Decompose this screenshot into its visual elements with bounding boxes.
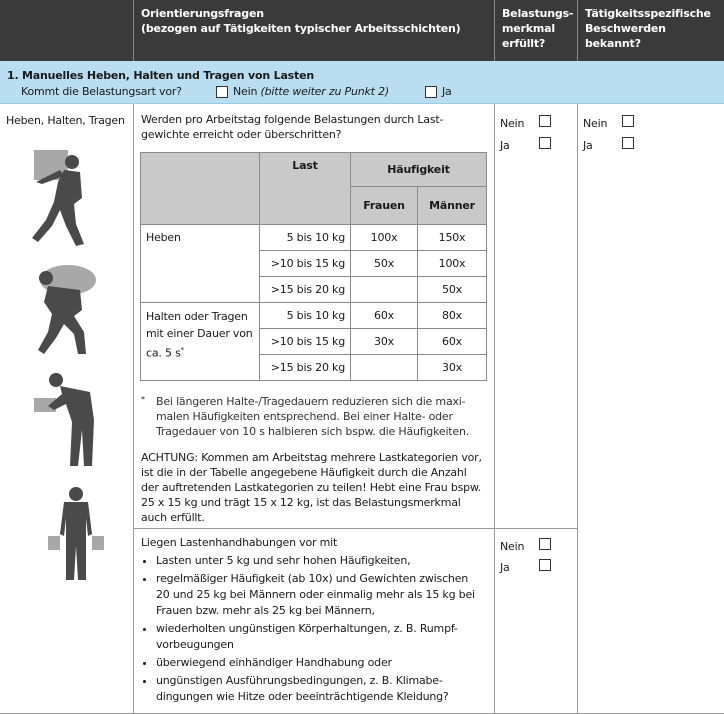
halten-label: Halten oder Tragen mit einer Dauer von ca. 5 s* (141, 303, 260, 381)
person-carrying-sack-icon (28, 262, 98, 358)
section-nein-checkbox[interactable] (216, 86, 228, 98)
row2-belastung-nein-checkbox[interactable] (539, 538, 551, 550)
row2-belastung-ja-checkbox[interactable] (539, 559, 551, 571)
row1-question: Werden pro Arbeitstag folgende Belastungen durch Last- gewichte erreicht oder überschritten? (141, 113, 444, 141)
person-bending-lifting-icon (32, 370, 102, 470)
row1-belastung-ja-label: Ja (500, 139, 510, 152)
list-item: • ungünstigen Ausführungsbedingungen, z. B. Klimabe- dingungen wie Hitze oder beeinträchtigende Kleidung? (156, 673, 501, 705)
person-holding-two-loads-icon (46, 484, 106, 584)
header-col-belastung: Belastungs- merkmal erfüllt? (494, 0, 577, 61)
row1-belastung-nein-label: Nein (500, 117, 525, 130)
row1-beschwerden-ja-label: Ja (583, 139, 593, 152)
table-row: Halten oder Tragen mit einer Dauer von ca. 5 s* 5 bis 10 kg 60x 80x (141, 303, 487, 329)
achtung-note: ACHTUNG: Kommen am Arbeitstag mehrere Lastkategorien vor, ist die in der Tabelle angegebene Häufigkeit durch die Anzahl der auftretenden Lastkategorien zu teilen! Hebt eine Frau bspw. 25 x 15 kg und trägt 15 x 12 kg, ist das Belastungsmerkmal auch erfüllt. (141, 451, 482, 524)
section-ja-label: Ja (442, 85, 452, 98)
table-head-last: Last (260, 153, 351, 225)
section-title: 1. Manuelles Heben, Halten und Tragen von Lasten (7, 69, 314, 82)
header-col-questions (133, 0, 494, 61)
section-nein-option: Nein (bitte weiter zu Punkt 2) (233, 85, 389, 98)
table-head-frauen: Frauen (351, 186, 418, 224)
header-questions-title: Orientierungsfragen (141, 7, 264, 20)
row2-belastung-nein-label: Nein (500, 540, 525, 553)
row1-beschwerden-nein-label: Nein (583, 117, 608, 130)
row1-beschwerden-ja-checkbox[interactable] (622, 137, 634, 149)
row1-belastung-ja-checkbox[interactable] (539, 137, 551, 149)
table-row: >10 bis 15 kg 50x 100x (141, 251, 487, 277)
table-row: >10 bis 15 kg 30x 60x (141, 329, 487, 355)
header-col-category (0, 0, 133, 61)
section-question: Kommt die Belastungsart vor? (21, 85, 182, 98)
header-col-beschwerden: Tätigkeitsspezifische Beschwerden bekannt? (577, 0, 724, 61)
list-item: • Lasten unter 5 kg und sehr hohen Häufigkeiten, (156, 553, 501, 569)
footnote-text: Bei längeren Halte-/Tragedauern reduzieren sich die maxi- malen Häufigkeiten entsprechend. Bei einer Halte- oder Tragedauer von 10 s halbieren sich bspw. die Häufigkeiten. (156, 395, 470, 438)
person-carrying-box-icon (24, 148, 94, 248)
list-item: • wiederholten ungünstigen Körperhaltungen, z. B. Rumpf- vorbeugungen (156, 621, 501, 653)
row2-belastung-ja-label: Ja (500, 561, 510, 574)
load-frequency-table (140, 152, 487, 381)
heben-label: Heben (141, 225, 260, 303)
table-row: Heben 5 bis 10 kg 100x 150x (141, 225, 487, 251)
section-manual-handling (0, 61, 724, 104)
table-head-haeufigkeit: Häufigkeit (351, 153, 487, 187)
footnote-marker: * (141, 395, 145, 404)
row1-beschwerden-nein-checkbox[interactable] (622, 115, 634, 127)
row2-bullet-list (138, 553, 501, 707)
table-row: >15 bis 20 kg 30x (141, 355, 487, 381)
header-questions-subtitle: (bezogen auf Tätigkeiten typischer Arbeitsschichten) (141, 22, 461, 35)
row2-intro: Liegen Lastenhandhabungen vor mit (141, 536, 338, 549)
list-item: • überwiegend einhändiger Handhabung oder (156, 655, 501, 671)
section-ja-checkbox[interactable] (425, 86, 437, 98)
row1-belastung-nein-checkbox[interactable] (539, 115, 551, 127)
list-item: • regelmäßiger Häufigkeit (ab 10x) und Gewichten zwischen 20 und 25 kg bei Männern oder einmalig mehr als 15 kg bei Frauen bzw. mehr als 25 kg bei Männern, (156, 571, 501, 619)
table-head-maenner: Männer (418, 186, 487, 224)
category-label: Heben, Halten, Tragen (6, 114, 125, 127)
table-row: >15 bis 20 kg 50x (141, 277, 487, 303)
